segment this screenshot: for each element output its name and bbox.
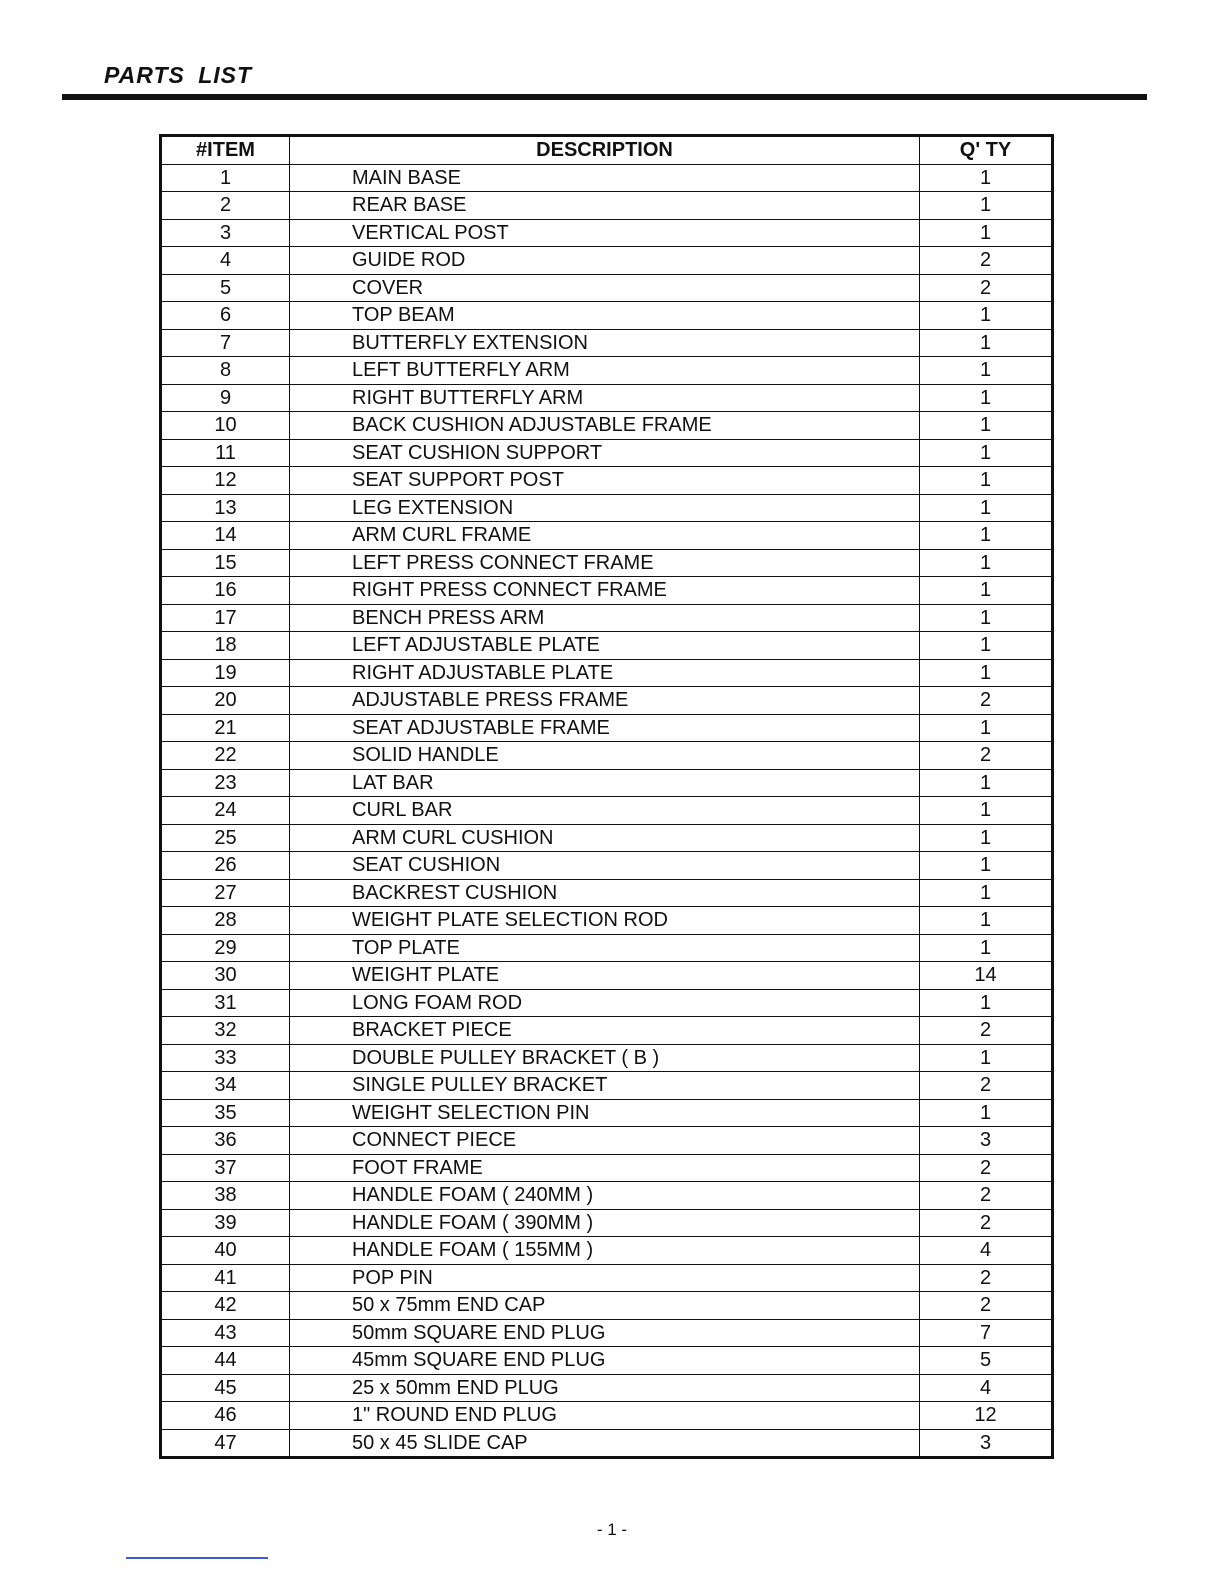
table-row [161, 934, 1053, 962]
item-number: 16 [161, 577, 290, 605]
page-title: PARTS LIST [104, 62, 253, 88]
item-description: MAIN BASE [290, 164, 920, 192]
item-description: LAT BAR [290, 769, 920, 797]
item-number: 47 [161, 1429, 290, 1458]
item-quantity: 1 [920, 219, 1053, 247]
header-qty: Q' TY [920, 136, 1053, 165]
table-row [161, 824, 1053, 852]
item-quantity: 2 [920, 1017, 1053, 1045]
table-row [161, 797, 1053, 825]
item-number: 2 [161, 192, 290, 220]
item-quantity: 1 [920, 659, 1053, 687]
item-description: TOP PLATE [290, 934, 920, 962]
item-number: 14 [161, 522, 290, 550]
item-number: 46 [161, 1402, 290, 1430]
item-quantity: 4 [920, 1237, 1053, 1265]
item-quantity: 1 [920, 494, 1053, 522]
item-description: TOP BEAM [290, 302, 920, 330]
item-number: 6 [161, 302, 290, 330]
item-description: 50mm SQUARE END PLUG [290, 1319, 920, 1347]
item-number: 35 [161, 1099, 290, 1127]
item-quantity: 1 [920, 879, 1053, 907]
item-description: 50 x 75mm END CAP [290, 1292, 920, 1320]
table-row [161, 494, 1053, 522]
item-number: 43 [161, 1319, 290, 1347]
item-quantity: 1 [920, 852, 1053, 880]
item-description: 50 x 45 SLIDE CAP [290, 1429, 920, 1458]
item-number: 4 [161, 247, 290, 275]
item-description: SOLID HANDLE [290, 742, 920, 770]
item-number: 17 [161, 604, 290, 632]
table-row [161, 1017, 1053, 1045]
table-row [161, 1264, 1053, 1292]
item-description: HANDLE FOAM ( 155MM ) [290, 1237, 920, 1265]
table-row [161, 219, 1053, 247]
table-row [161, 274, 1053, 302]
item-description: SEAT CUSHION SUPPORT [290, 439, 920, 467]
item-description: ADJUSTABLE PRESS FRAME [290, 687, 920, 715]
table-row [161, 1182, 1053, 1210]
item-quantity: 14 [920, 962, 1053, 990]
item-description: RIGHT BUTTERFLY ARM [290, 384, 920, 412]
item-description: 45mm SQUARE END PLUG [290, 1347, 920, 1375]
item-quantity: 2 [920, 687, 1053, 715]
item-quantity: 1 [920, 192, 1053, 220]
table-row [161, 1374, 1053, 1402]
item-quantity: 1 [920, 604, 1053, 632]
item-number: 18 [161, 632, 290, 660]
item-description: SEAT SUPPORT POST [290, 467, 920, 495]
header-description: DESCRIPTION [290, 136, 920, 165]
item-quantity: 1 [920, 439, 1053, 467]
item-quantity: 5 [920, 1347, 1053, 1375]
item-number: 40 [161, 1237, 290, 1265]
item-number: 38 [161, 1182, 290, 1210]
item-number: 22 [161, 742, 290, 770]
item-quantity: 2 [920, 1182, 1053, 1210]
table-row [161, 907, 1053, 935]
item-description: DOUBLE PULLEY BRACKET ( B ) [290, 1044, 920, 1072]
item-number: 28 [161, 907, 290, 935]
table-row [161, 1072, 1053, 1100]
item-description: LEG EXTENSION [290, 494, 920, 522]
item-description: 25 x 50mm END PLUG [290, 1374, 920, 1402]
item-number: 27 [161, 879, 290, 907]
table-row [161, 302, 1053, 330]
item-description: SINGLE PULLEY BRACKET [290, 1072, 920, 1100]
table-row [161, 549, 1053, 577]
item-number: 10 [161, 412, 290, 440]
table-row [161, 577, 1053, 605]
item-description: WEIGHT SELECTION PIN [290, 1099, 920, 1127]
table-row [161, 357, 1053, 385]
table-row [161, 1154, 1053, 1182]
item-quantity: 1 [920, 522, 1053, 550]
parts-table [159, 134, 1054, 1459]
item-quantity: 2 [920, 1072, 1053, 1100]
item-description: WEIGHT PLATE SELECTION ROD [290, 907, 920, 935]
table-row [161, 467, 1053, 495]
item-number: 36 [161, 1127, 290, 1155]
item-quantity: 2 [920, 1209, 1053, 1237]
item-description: SEAT ADJUSTABLE FRAME [290, 714, 920, 742]
item-quantity: 2 [920, 1154, 1053, 1182]
item-number: 24 [161, 797, 290, 825]
table-row [161, 962, 1053, 990]
table-row [161, 1044, 1053, 1072]
item-number: 45 [161, 1374, 290, 1402]
item-description: CURL BAR [290, 797, 920, 825]
table-row [161, 852, 1053, 880]
item-quantity: 1 [920, 769, 1053, 797]
item-description: ARM CURL FRAME [290, 522, 920, 550]
item-number: 29 [161, 934, 290, 962]
item-number: 3 [161, 219, 290, 247]
item-quantity: 1 [920, 714, 1053, 742]
item-description: LONG FOAM ROD [290, 989, 920, 1017]
item-description: BENCH PRESS ARM [290, 604, 920, 632]
item-number: 44 [161, 1347, 290, 1375]
item-quantity: 1 [920, 989, 1053, 1017]
item-number: 41 [161, 1264, 290, 1292]
table-row [161, 1429, 1053, 1458]
table-row [161, 384, 1053, 412]
table-row [161, 1237, 1053, 1265]
item-description: BACK CUSHION ADJUSTABLE FRAME [290, 412, 920, 440]
item-quantity: 3 [920, 1127, 1053, 1155]
item-description: BUTTERFLY EXTENSION [290, 329, 920, 357]
item-quantity: 1 [920, 329, 1053, 357]
item-number: 13 [161, 494, 290, 522]
item-number: 26 [161, 852, 290, 880]
table-row [161, 1127, 1053, 1155]
table-row [161, 164, 1053, 192]
item-description: HANDLE FOAM ( 240MM ) [290, 1182, 920, 1210]
item-number: 32 [161, 1017, 290, 1045]
item-description: WEIGHT PLATE [290, 962, 920, 990]
item-number: 12 [161, 467, 290, 495]
table-row [161, 742, 1053, 770]
item-number: 37 [161, 1154, 290, 1182]
item-quantity: 1 [920, 384, 1053, 412]
item-number: 15 [161, 549, 290, 577]
item-quantity: 1 [920, 467, 1053, 495]
item-number: 5 [161, 274, 290, 302]
item-quantity: 12 [920, 1402, 1053, 1430]
item-quantity: 1 [920, 907, 1053, 935]
table-row [161, 659, 1053, 687]
item-quantity: 3 [920, 1429, 1053, 1458]
item-quantity: 1 [920, 824, 1053, 852]
item-quantity: 2 [920, 1292, 1053, 1320]
item-quantity: 1 [920, 357, 1053, 385]
table-row [161, 879, 1053, 907]
item-quantity: 1 [920, 412, 1053, 440]
item-description: CONNECT PIECE [290, 1127, 920, 1155]
item-description: LEFT PRESS CONNECT FRAME [290, 549, 920, 577]
table-row [161, 604, 1053, 632]
table-row [161, 989, 1053, 1017]
table-row [161, 1347, 1053, 1375]
item-quantity: 1 [920, 797, 1053, 825]
item-description: BRACKET PIECE [290, 1017, 920, 1045]
table-row [161, 522, 1053, 550]
item-description: VERTICAL POST [290, 219, 920, 247]
item-number: 9 [161, 384, 290, 412]
item-number: 21 [161, 714, 290, 742]
item-number: 33 [161, 1044, 290, 1072]
item-description: 1" ROUND END PLUG [290, 1402, 920, 1430]
item-quantity: 1 [920, 164, 1053, 192]
item-number: 39 [161, 1209, 290, 1237]
item-description: SEAT CUSHION [290, 852, 920, 880]
item-description: POP PIN [290, 1264, 920, 1292]
table-row [161, 412, 1053, 440]
table-row [161, 714, 1053, 742]
item-quantity: 7 [920, 1319, 1053, 1347]
page-number: - 1 - [596, 1520, 628, 1539]
table-row [161, 1319, 1053, 1347]
item-quantity: 1 [920, 302, 1053, 330]
item-quantity: 1 [920, 1044, 1053, 1072]
item-number: 11 [161, 439, 290, 467]
item-description: ARM CURL CUSHION [290, 824, 920, 852]
item-description: BACKREST CUSHION [290, 879, 920, 907]
table-row [161, 1292, 1053, 1320]
item-number: 42 [161, 1292, 290, 1320]
item-quantity: 1 [920, 1099, 1053, 1127]
table-row [161, 1209, 1053, 1237]
item-quantity: 1 [920, 934, 1053, 962]
item-description: FOOT FRAME [290, 1154, 920, 1182]
table-row [161, 329, 1053, 357]
table-row [161, 1099, 1053, 1127]
table-row [161, 769, 1053, 797]
header-item: #ITEM [161, 136, 290, 165]
item-number: 19 [161, 659, 290, 687]
item-description: LEFT BUTTERFLY ARM [290, 357, 920, 385]
item-number: 20 [161, 687, 290, 715]
item-number: 25 [161, 824, 290, 852]
item-quantity: 2 [920, 274, 1053, 302]
item-description: COVER [290, 274, 920, 302]
item-quantity: 1 [920, 549, 1053, 577]
item-description: GUIDE ROD [290, 247, 920, 275]
table-row [161, 632, 1053, 660]
item-quantity: 2 [920, 742, 1053, 770]
table-row [161, 687, 1053, 715]
item-description: RIGHT PRESS CONNECT FRAME [290, 577, 920, 605]
footer-link-underline [126, 1557, 268, 1559]
item-description: REAR BASE [290, 192, 920, 220]
item-number: 7 [161, 329, 290, 357]
parts-table-body [161, 164, 1053, 1458]
table-header-row [161, 136, 1053, 165]
item-quantity: 2 [920, 1264, 1053, 1292]
item-number: 23 [161, 769, 290, 797]
table-row [161, 1402, 1053, 1430]
title-divider [62, 94, 1147, 100]
item-number: 30 [161, 962, 290, 990]
item-quantity: 1 [920, 632, 1053, 660]
item-number: 1 [161, 164, 290, 192]
item-number: 34 [161, 1072, 290, 1100]
item-description: LEFT ADJUSTABLE PLATE [290, 632, 920, 660]
item-quantity: 2 [920, 247, 1053, 275]
item-quantity: 1 [920, 577, 1053, 605]
table-row [161, 247, 1053, 275]
item-number: 8 [161, 357, 290, 385]
table-row [161, 192, 1053, 220]
item-number: 31 [161, 989, 290, 1017]
table-row [161, 439, 1053, 467]
item-quantity: 4 [920, 1374, 1053, 1402]
item-description: HANDLE FOAM ( 390MM ) [290, 1209, 920, 1237]
item-description: RIGHT ADJUSTABLE PLATE [290, 659, 920, 687]
